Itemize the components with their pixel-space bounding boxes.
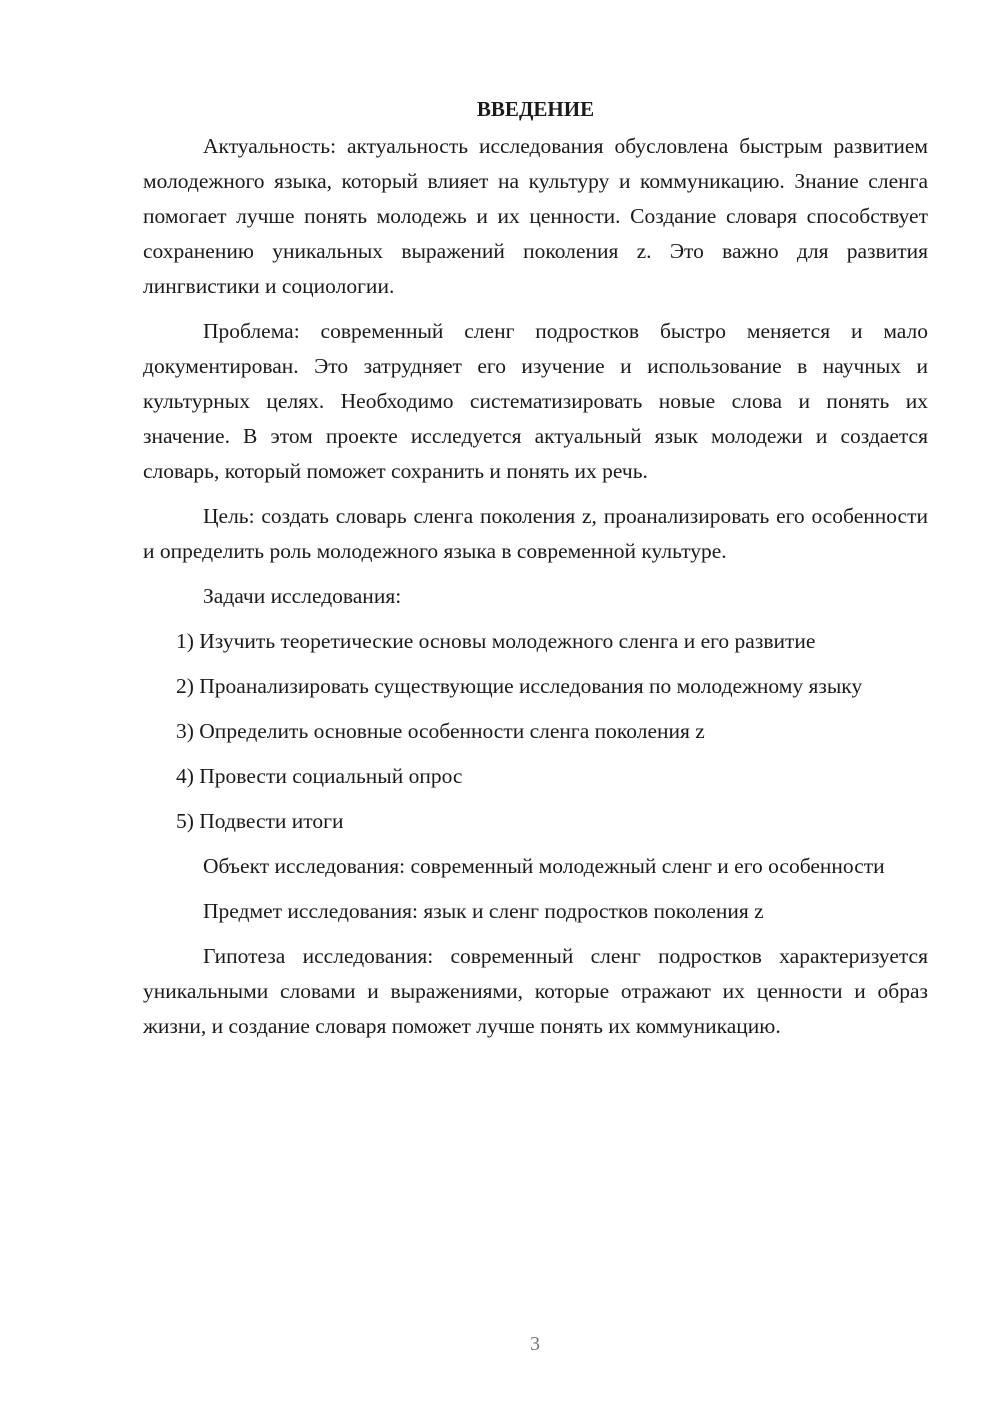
task-item: 1) Изучить теоретические основы молодежного сленга и его развитие: [176, 629, 816, 653]
document-page: [143, 92, 928, 1054]
task-item: 5) Подвести итоги: [176, 809, 344, 833]
tasks-label: Задачи исследования:: [203, 584, 402, 608]
object-paragraph: Объект исследования: современный молодежный сленг и его особенности: [203, 854, 885, 878]
subject-paragraph: Предмет исследования: язык и сленг подростков поколения z: [203, 899, 764, 923]
goal-paragraph: Цель: создать словарь сленга поколения z, проанализировать его особенности и определить роль молодежного языка в современной культуре.: [143, 504, 928, 563]
task-item: 2) Проанализировать существующие исследования по молодежному языку: [176, 674, 863, 698]
page-number: 3: [530, 1333, 540, 1355]
task-item: 3) Определить основные особенности сленга поколения z: [176, 719, 705, 743]
relevance-paragraph: Актуальность: актуальность исследования обусловлена быстрым развитием молодежного языка, который влияет на культуру и коммуникацию. Знание сленга помогает лучше понять молодежь и их ценности. Создание словаря способствует сохранению уникальных выражений поколения z. Это важно для развития лингвистики и социологии.: [143, 134, 928, 298]
section-heading: ВВЕДЕНИЕ: [476, 97, 595, 121]
tasks-list: [143, 624, 928, 839]
problem-paragraph: Проблема: современный сленг подростков быстро меняется и мало документирован. Это затрудняет его изучение и использование в научных и культурных целях. Необходимо систематизировать новые слова и понять их значение. В этом проекте исследуется актуальный язык молодежи и создается словарь, который поможет сохранить и понять их речь.: [143, 319, 928, 483]
hypothesis-paragraph: Гипотеза исследования: современный сленг подростков характеризуется уникальными словами и выражениями, которые отражают их ценности и образ жизни, и создание словаря поможет лучше понять их коммуникацию.: [143, 944, 928, 1038]
task-item: 4) Провести социальный опрос: [176, 764, 463, 788]
